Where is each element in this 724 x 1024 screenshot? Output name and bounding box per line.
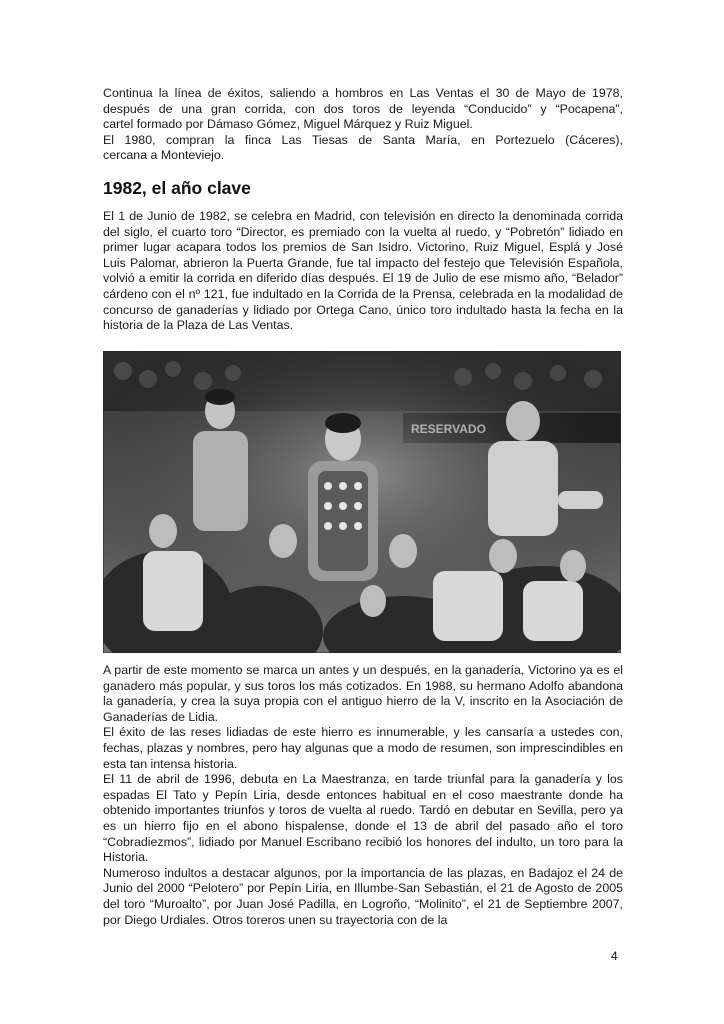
intro-line: cartel formado por Dámaso Gómez, Miguel Márquez y Ruiz Miguel. [103,117,473,132]
photo-illustration [103,351,621,653]
body-paragraph: A partir de este momento se marca un antes y un después, en la ganadería, Victorino ya es el ganadero más popular, y sus toros los más cotizados. En 1988, su hermano Adolfo abandona la ganadería, y crea la suya propia con el antiguo hierro de la V, inscrito en la Asociación de Ganaderías de Lidia. [103,663,623,724]
body-paragraph: El 11 de abril de 1996, debuta en La Maestranza, en tarde triunfal para la ganadería y los espadas El Tato y Pepín Liria, desde entonces habitual en el coso maestrante donde ha obtenido importantes triunfos y toros de vuelta al ruedo. Tardó en debutar en Sevilla, pero ya es un hierro fijo en el abono hispalense, donde el 13 de abril del pasado año el toro “Cobradiezmos”, lidiado por Manuel Escribano recibió los honores del indulto, un toro para la Historia. [103,772,623,865]
intro-line: después de una gran corrida, con dos toros de leyenda “Conducido” y “Pocapena”, [103,101,623,116]
intro-paragraph [103,86,623,164]
page-number: 4 [611,949,618,963]
section-heading: 1982, el año clave [103,178,251,198]
intro-line: cercana a Monteviejo. [103,148,225,163]
bullfighters-photo [103,351,621,653]
body-paragraph: Numeroso indultos a destacar algunos, por la importancia de las plazas, en Badajoz el 24 de Junio del 2000 “Pelotero” por Pepín Liria, en Illumbe-San Sebastián, el 21 de Agosto de 2005 del toro “Muroalto”, por Juan José Padilla, en Logroño, “Molinito”, el 21 de Septiembre 2007, por Diego Urdiales. Otros toreros unen su trayectoria con de la [103,865,623,927]
intro-line: Continua la línea de éxitos, saliendo a hombros en Las Ventas el 30 de Mayo de 1978, [103,86,623,100]
section-paragraph: El 1 de Junio de 1982, se celebra en Madrid, con televisión en directo la denominada corrida del siglo, el cuarto toro “Director, es premiado con la vuelta al ruedo, y “Pobretón” lidiado en primer lugar acapara todos los premios de San Isidro. Victorino, Ruiz Miguel, Esplá y José Luis Palomar, abrieron la Puerta Grande, fue tal impacto del festejo que Televisión Española, volvió a emitir la corrida en diferido días después. El 19 de Julio de ese mismo año, “Belador” cárdeno con el nº 121, fue indultado en la Corrida de la Prensa, celebrada en la modalidad de concurso de ganaderías y lidiado por Ortega Cano, único toro indultado hasta la fecha en la historia de la Plaza de Las Ventas. [103,209,623,333]
body-text [103,663,623,928]
body-paragraph: El éxito de las reses lidiadas de este hierro es innumerable, y les cansaría a ustedes con, fechas, plazas y nombres, pero hay algunas que a modo de resumen, son imprescindibles en esta tan intensa historia. [103,725,623,771]
intro-line: El 1980, compran la finca Las Tiesas de Santa María, en Portezuelo (Cáceres), [103,132,623,147]
